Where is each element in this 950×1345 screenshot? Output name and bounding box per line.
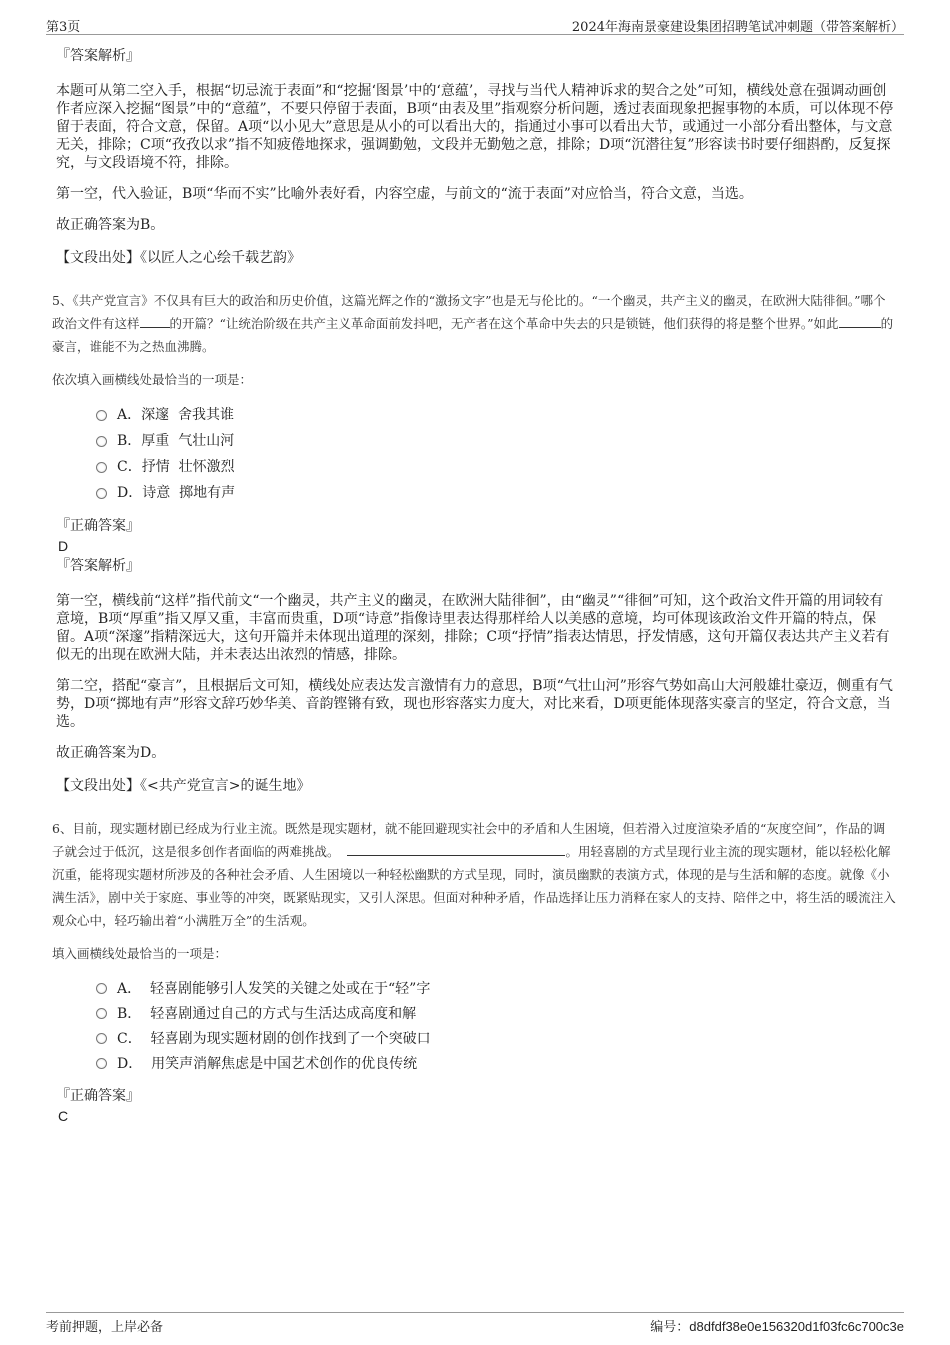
q6-options (96, 976, 896, 1076)
q6-option-a[interactable]: A． 轻喜剧能够引人发笑的关键之处或在于“轻”字 (96, 976, 896, 1001)
q4-analysis-para-2: 第一空，代入验证，B项“华而不实”比喻外表好看，内容空虚，与前文的“流于表面”对应恰当，符合文意，当选。 (56, 186, 753, 202)
radio-icon[interactable] (96, 410, 107, 421)
page-number: 第3页 (46, 20, 81, 35)
q5-analysis-para-3: 故正确答案为D。 (56, 745, 166, 761)
q5-blank-2 (839, 313, 881, 328)
q5-option-b[interactable]: B．厚重 气壮山河 (96, 428, 896, 454)
page-content (52, 46, 896, 1126)
q6-blank (347, 841, 565, 856)
q5-analysis-para-2: 第二空，搭配“豪言”，且根据后文可知，横线处应表达发言激情有力的意思，B项“气壮山河”形容气势如高山大河般雄壮豪迈，侧重有气势，D项“掷地有声”形容文辞巧妙华美、音韵铿锵有致，现也形容落实力度大，对比来看，D项更能体现落实豪言的坚定，符合文意，当选。 (56, 678, 893, 730)
page-footer (46, 1312, 904, 1333)
q6-correct-answer: C (58, 1108, 69, 1124)
q5-source: 【文段出处】《<共产党宣言>的诞生地》 (56, 778, 311, 794)
q4-source: 【文段出处】《以匠人之心绘千载艺韵》 (56, 250, 301, 266)
q6-option-c[interactable]: C． 轻喜剧为现实题材剧的创作找到了一个突破口 (96, 1026, 896, 1051)
q6-prompt: 填入画横线处最恰当的一项是： (52, 946, 228, 961)
footer-slogan: 考前押题，上岸必备 (46, 1320, 164, 1335)
q5-question-text: 5、《共产党宣言》不仅具有巨大的政治和历史价值，这篇光辉之作的“激扬文字”也是无与伦比的。“一个幽灵，共产主义的幽灵，在欧洲大陆徘徊。”哪个政治文件有这样 的开篇？“让统治阶级在共产主义革命面前发抖吧，无产者在这个革命中失去的只是锁链，他们获得的将是整个世界。”如此 的豪言，谁能不为之热血沸腾。 (52, 293, 894, 354)
footer-code: 编号：d8dfdf38e0e156320d1f03fc6c700c3e (650, 1319, 904, 1334)
q6-option-b[interactable]: B． 轻喜剧通过自己的方式与生活达成高度和解 (96, 1001, 896, 1026)
q6-correct-label: 『正确答案』 (56, 1088, 140, 1104)
radio-icon[interactable] (96, 1008, 107, 1019)
q5-prompt: 依次填入画横线处最恰当的一项是： (52, 372, 253, 387)
q6-option-d[interactable]: D． 用笑声消解焦虑是中国艺术创作的优良传统 (96, 1051, 896, 1076)
q5-correct-answer: D (58, 538, 69, 554)
radio-icon[interactable] (96, 1058, 107, 1069)
q4-analysis-label: 『答案解析』 (56, 48, 140, 64)
q5-option-a[interactable]: A．深邃 舍我其谁 (96, 402, 896, 428)
q5-blank-1 (140, 313, 170, 328)
q6-question-text: 6、目前，现实题材剧已经成为行业主流。既然是现实题材，就不能回避现实社会中的矛盾和人生困境，但若滑入过度渲染矛盾的“灰度空间”，作品的调子就会过于低沉，这是很多创作者面临的两难挑战。 。用轻喜剧的方式呈现行业主流的现实题材，能以轻松化解沉重，能将现实题材所涉及的各种社会矛盾、人生困境以一种轻松幽默的方式呈现，同时，演员幽默的表演方式，体现的是与生活和解的态度。就像《小满生活》，剧中关于家庭、事业等的冲突，既紧贴现实，又引人深思。但面对种种矛盾，作品选择让压力消释在家人的支持、陪伴之中，将生活的暖流注入观众心中，轻巧输出着“小满胜万全”的生活观。 (52, 821, 896, 928)
radio-icon[interactable] (96, 436, 107, 447)
q5-analysis-para-1: 第一空，横线前“这样”指代前文“一个幽灵，共产主义的幽灵，在欧洲大陆徘徊”，由“幽灵”“徘徊”可知，这个政治文件开篇的用词较有意境，B项“厚重”指又厚又重，丰富而贵重，D项“诗意”指像诗里表达得那样给人以美感的意境，均可体现该政治文件开篇的特点，保留。A项“深邃”指精深远大，这句开篇并未体现出道理的深刻，排除；C项“抒情”指表达情思，抒发情感，这句开篇仅表达共产主义若有似无的出现在欧洲大陆，并未表达出浓烈的情感，排除。 (56, 593, 890, 663)
page-header (46, 14, 904, 35)
radio-icon[interactable] (96, 462, 107, 473)
radio-icon[interactable] (96, 1033, 107, 1044)
q5-option-d[interactable]: D．诗意 掷地有声 (96, 480, 896, 506)
radio-icon[interactable] (96, 488, 107, 499)
radio-icon[interactable] (96, 983, 107, 994)
document-title: 2024年海南景豪建设集团招聘笔试冲刺题（带答案解析） (571, 20, 904, 35)
q5-correct-label: 『正确答案』 (56, 518, 140, 534)
q5-options (96, 402, 896, 506)
q5-analysis-label: 『答案解析』 (56, 558, 140, 574)
q5-option-c[interactable]: C．抒情 壮怀激烈 (96, 454, 896, 480)
q4-analysis-para-3: 故正确答案为B。 (56, 217, 165, 233)
q4-analysis-para-1: 本题可从第二空入手，根据“切忌流于表面”和“挖掘‘图景’中的‘意蕴’，寻找与当代人精神诉求的契合之处”可知，横线处意在强调动画创作者应深入挖掘“图景”中的“意蕴”，不要只停留于表面，B项“由表及里”指观察分析问题，透过表面现象把握事物的本质，可以体现不停留于表面，符合文意，保留。A项“以小见大”意思是从小的可以看出大的，指通过小事可以看出大节，或通过一小部分看出整体，与文意无关，排除；C项“孜孜以求”指不知疲倦地探求，强调勤勉，文段并无勤勉之意，排除；D项“沉潜往复”形容读书时要仔细斟酌，反复探究，与文段语境不符，排除。 (56, 83, 894, 171)
